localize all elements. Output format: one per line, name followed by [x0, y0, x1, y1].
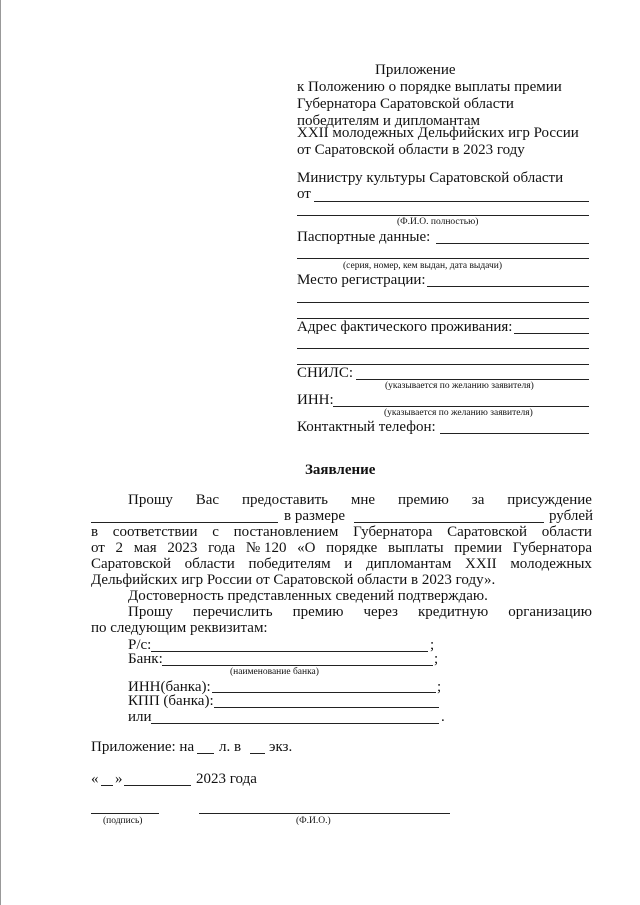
registration-field-2[interactable] [297, 302, 589, 303]
word: победителям [248, 556, 331, 572]
word: XXII [465, 556, 497, 572]
word: через [363, 604, 398, 620]
phone-field[interactable] [440, 433, 589, 434]
word: № 120 [245, 540, 287, 556]
inn-hint: (указывается по желанию заявителя) [384, 408, 533, 418]
copies-field[interactable] [250, 753, 265, 754]
header-line: от Саратовской области в 2023 году [297, 142, 525, 158]
period: . [441, 709, 445, 725]
word: дипломантам [365, 556, 452, 572]
page-edge [0, 0, 1, 905]
snils-field[interactable] [356, 379, 589, 380]
signature-field[interactable] [91, 813, 159, 814]
word: 2023 [167, 540, 198, 556]
word: выплаты [388, 540, 444, 556]
header-line: победителям и дипломантам [297, 113, 481, 129]
confirmation-text: Достоверность представленных сведений подтверждаю. [128, 588, 488, 604]
statement-line-5 [91, 556, 592, 573]
word: Прошу [128, 604, 173, 620]
signature-hint: (подпись) [103, 816, 143, 826]
word: присуждение [507, 492, 592, 508]
word: Саратовской [91, 556, 171, 572]
word: премии [454, 540, 502, 556]
bank-field[interactable] [162, 665, 433, 666]
registration-field[interactable] [427, 286, 589, 287]
month-field[interactable] [124, 785, 191, 786]
fio-hint: (Ф.И.О. полностью) [397, 217, 479, 227]
word: за [471, 492, 485, 508]
amount-label: в размере [284, 508, 346, 524]
word: с [212, 524, 219, 540]
inn-label: ИНН: [297, 392, 334, 408]
semicolon: ; [430, 637, 435, 653]
transfer-line-1 [128, 604, 592, 621]
bank-inn-label: ИНН(банка): [128, 679, 211, 695]
snils-label: СНИЛС: [297, 365, 354, 381]
word: в [91, 524, 99, 540]
word: организацию [508, 604, 592, 620]
word: Губернатора [512, 540, 592, 556]
kpp-label: КПП (банка): [128, 693, 214, 709]
actual-address-label: Адрес фактического проживания: [297, 319, 513, 335]
word: области [184, 556, 235, 572]
word: кредитную [418, 604, 489, 620]
word: молодежных [510, 556, 592, 572]
passport-hint: (серия, номер, кем выдан, дата выдачи) [343, 261, 503, 271]
from-field[interactable] [314, 201, 589, 202]
actual-address-field-2[interactable] [297, 348, 589, 349]
statement-title: Заявление [305, 462, 376, 478]
currency-label: рублей [549, 508, 594, 524]
statement-line-6: Дельфийских игр России от Саратовской области в 2023 году». [91, 572, 496, 588]
kpp-field[interactable] [214, 707, 439, 708]
inn-field[interactable] [333, 406, 589, 407]
word: постановлением [233, 524, 339, 540]
amount-field[interactable] [354, 522, 544, 523]
account-label: Р/с: [128, 637, 152, 653]
word: области [541, 524, 592, 540]
attachment-pages: л. в [219, 739, 242, 755]
snils-hint: (указывается по желанию заявителя) [385, 381, 534, 391]
statement-line-4 [91, 540, 592, 557]
or-label: или [128, 709, 152, 725]
word: и [344, 556, 353, 572]
date-year: 2023 года [196, 771, 257, 787]
word: Саратовской [447, 524, 528, 540]
date-close-quote: » [115, 771, 123, 787]
word: Губернатора [353, 524, 433, 540]
passport-field-2[interactable] [297, 258, 589, 259]
word: мая [133, 540, 157, 556]
word: предоставить [241, 492, 329, 508]
award-field[interactable] [91, 522, 278, 523]
from-label: от [297, 186, 311, 202]
header-line: Губернатора Саратовской области [297, 96, 514, 112]
word: года [208, 540, 236, 556]
account-field[interactable] [151, 651, 428, 652]
word: «О [297, 540, 316, 556]
attachment-copies: экз. [269, 739, 293, 755]
fio-field[interactable] [297, 215, 589, 216]
word: премию [397, 492, 449, 508]
bank-hint: (наименование банка) [230, 667, 319, 677]
passport-label: Паспортные данные: [297, 229, 431, 245]
other-field[interactable] [151, 723, 439, 724]
pages-field[interactable] [197, 753, 214, 754]
header-line: XXII молодежных Дельфийских игр России [297, 125, 579, 141]
transfer-line-2: по следующим реквизитам: [91, 620, 268, 636]
semicolon: ; [434, 651, 439, 667]
bank-label: Банк: [128, 651, 163, 667]
word: соответствии [112, 524, 198, 540]
word: мне [350, 492, 376, 508]
header-line: к Положению о порядке выплаты премии [297, 79, 562, 95]
signature-fio-field[interactable] [199, 813, 450, 814]
word: порядке [326, 540, 378, 556]
actual-address-field[interactable] [514, 333, 589, 334]
attachment-label: Приложение: на [91, 739, 195, 755]
day-field[interactable] [101, 785, 113, 786]
word: перечислить [192, 604, 273, 620]
registration-label: Место регистрации: [297, 272, 426, 288]
bank-inn-field[interactable] [212, 692, 436, 693]
addressee: Министру культуры Саратовской области [297, 170, 564, 186]
statement-line-1 [128, 492, 592, 509]
word: 2 [115, 540, 124, 556]
signature-fio-hint: (Ф.И.О.) [296, 816, 331, 826]
word: Прошу [128, 492, 173, 508]
word: от [91, 540, 105, 556]
semicolon: ; [437, 679, 442, 695]
phone-label: Контактный телефон: [297, 419, 436, 435]
word: Вас [195, 492, 220, 508]
header-title: Приложение [375, 62, 456, 78]
word: премию [292, 604, 344, 620]
statement-line-3 [91, 524, 592, 541]
passport-field[interactable] [436, 243, 589, 244]
date-open-quote: « [91, 771, 99, 787]
